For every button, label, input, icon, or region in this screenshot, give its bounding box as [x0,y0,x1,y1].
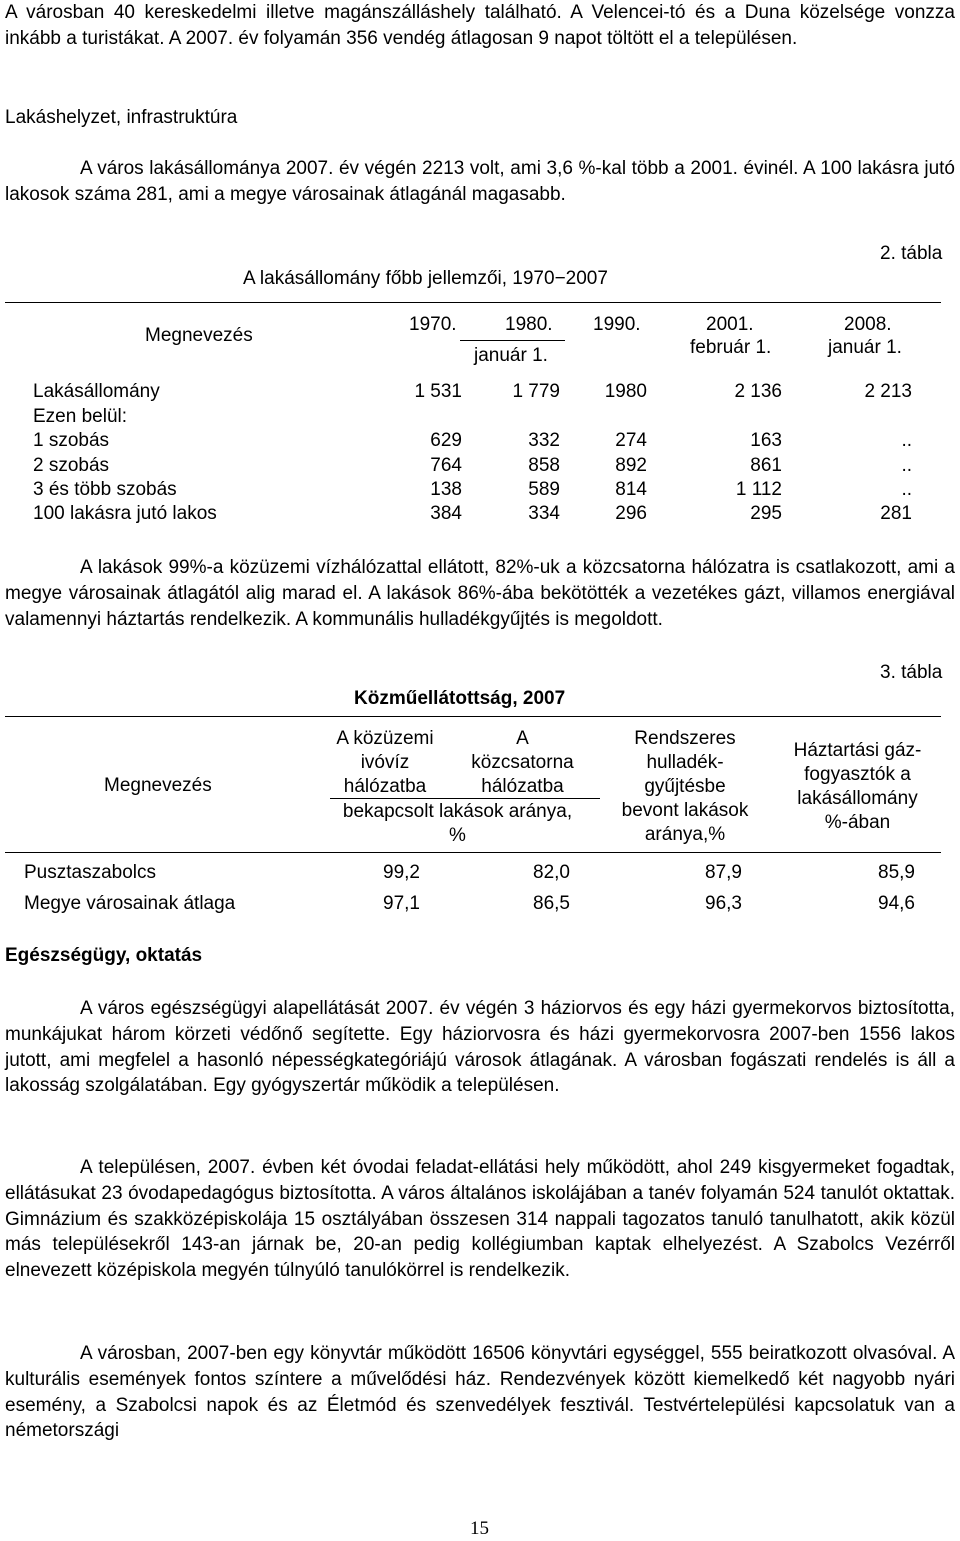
table3-col2-line2: közcsatorna [471,752,574,773]
table2-cell: 1 112 [735,479,782,500]
table2-cell: 384 [430,503,462,524]
table2-cell: .. [901,479,912,500]
section-heading-health: Egészségügy, oktatás [5,945,203,966]
intro-paragraph: A városban 40 kereskedelmi illetve magánszálláshely található. A Velencei-tó és a Duna közelsége vonzza inkább a turistákat. A 2007. év folyamán 356 vendég átlagosan 9 napot töltött el a településen. [5,2,955,49]
table2-cell: 814 [615,479,647,500]
health-paragraph-1: A város egészségügyi alapellátását 2007. év végén 3 háziorvos és egy házi gyermekorvos biztosította, munkájukat három körzeti védőnő segítette. Egy háziorvosra és házi gyermekorvosra 2007-ben 1556 lakos jutott, ami megfelel a hasonló népességkategóriájú városok átlagának. A városban fogászati rendelés is áll a lakosság szolgálatában. Egy gyógyszertár működik a településen. [5,998,955,1097]
table2-cell: .. [901,430,912,451]
table3-col4-line3: lakásállomány [797,788,918,809]
table2-cell: 629 [430,430,462,451]
table2-year-1970: 1970. [409,314,457,335]
table2-cell: 858 [528,455,560,476]
table3-title: Közműellátottság, 2007 [354,688,566,709]
table2-cell: 892 [615,455,647,476]
table3-label: 3. tábla [880,662,943,683]
table3-cell: 96,3 [705,893,742,914]
table3-col3-line4: bevont lakások [621,800,749,821]
table3-cell: 87,9 [705,862,742,883]
table2-header-name: Megnevezés [145,325,253,346]
table2-top-rule [5,302,941,303]
table2-year-1980: 1980. [505,314,553,335]
table2-year-2001: 2001. [706,314,754,335]
table3-col3-line1: Rendszeres [634,728,736,749]
table2-cell: 295 [750,503,782,524]
table2-cell: 2 213 [864,381,912,402]
table3-col4-line1: Háztartási gáz- [793,740,922,761]
table2-row-name: 1 szobás [33,430,110,451]
utilities-paragraph: A lakások 99%-a közüzemi vízhálózattal ellátott, 82%-uk a közcsatorna hálózatra is csatlakozott, ami a megye városainak átlagától alig marad el. A lakások 86%-ába bekötötték a vezetékes gázt, villamos energiával valamennyi háztartás rendelkezik. A kommunális hulladékgyűjtés is megoldott. [5,557,955,630]
table2-sub-jan: január 1. [474,345,548,366]
table2-sub-feb: február 1. [690,337,772,358]
table2-row-name: Ezen belül: [33,406,128,427]
table2-cell: 1 531 [414,381,462,402]
table3-cell: 86,5 [533,893,570,914]
table3-top-rule [5,716,941,717]
table2-cell: 1 779 [512,381,560,402]
table2-cell: 2 136 [734,381,782,402]
table2-year-2008: 2008. [844,314,892,335]
table3-shared-line2: % [449,825,466,846]
table3-cell: 97,1 [383,893,420,914]
table3-col1-line2: ivóvíz [360,752,410,773]
table2-row-name: 2 szobás [33,455,110,476]
health-paragraph-3: A városban, 2007-ben egy könyvtár működött 16506 könyvtári egységgel, 555 beiratkozott olvasóval. A kulturális események fontos színtere a művelődési ház. Rendezvények között kiemelkedő két nagyobb nyári esemény, a Szabolcsi napok és az Életmód és szenvedélyek fesztivál. Testvértelepülési kapcsolatuk van a németországi [5,1343,955,1442]
table2-row-name: 100 lakásra jutó lakos [33,503,217,524]
table2-cell: 163 [750,430,782,451]
table3-col4-line2: fogyasztók a [804,764,911,785]
table2-cell: 334 [528,503,560,524]
table2-cell: 589 [528,479,560,500]
table3-col3-line5: aránya,% [644,824,726,845]
table3-col2-line3: hálózatba [481,776,564,797]
table3-row-name: Megye városainak átlaga [24,893,236,914]
table2-cell: 332 [528,430,560,451]
table3-header-name: Megnevezés [104,775,212,796]
table3-col2-line1: A [516,728,529,749]
table3-col3-line2: hulladék- [646,752,724,773]
page-number: 15 [470,1518,489,1539]
table3-col3-line3: gyűjtésbe [644,776,726,797]
table2-cell: 1980 [604,381,647,402]
table3-cell: 85,9 [878,862,915,883]
table2-year-1990: 1990. [593,314,641,335]
table3-header-bottom-rule [5,852,941,853]
table3-col1-line1: A közüzemi [336,728,434,749]
section-heading-housing: Lakáshelyzet, infrastruktúra [5,107,238,128]
table2-cell: .. [901,455,912,476]
table3-shared-line1: bekapcsolt lakások aránya, [342,801,573,822]
table2-cell: 764 [430,455,462,476]
table2-cell: 281 [880,503,912,524]
table2-row-name: Lakásállomány [33,381,160,402]
table2-cell: 274 [615,430,647,451]
table2-cell: 861 [750,455,782,476]
table3-col4-line4: %-ában [824,812,891,833]
table3-cell: 99,2 [383,862,420,883]
table2-cell: 138 [430,479,462,500]
table3-row-name: Pusztaszabolcs [24,862,157,883]
housing-paragraph: A város lakásállománya 2007. év végén 2213 volt, ami 3,6 %-kal több a 2001. évinél. A 100 lakásra jutó lakosok száma 281, ami a megye városainak átlagánál magasabb. [5,158,955,205]
table2-jan-rule [460,340,565,341]
table2-label: 2. tábla [880,243,943,264]
table3-cell: 82,0 [533,862,570,883]
table2-cell: 296 [615,503,647,524]
table2-title: A lakásállomány főbb jellemzői, 1970−2007 [243,268,608,289]
table2-sub-jan2: január 1. [828,337,902,358]
table3-cell: 94,6 [878,893,915,914]
table3-col1-line3: hálózatba [343,776,427,797]
table2-row-name: 3 és több szobás [33,479,177,500]
table3-shared-rule [330,798,600,799]
health-paragraph-2: A településen, 2007. évben két óvodai feladat-ellátási hely működött, ahol 249 kisgyermeket fogadtak, ellátásukat 23 óvodapedagógus biztosította. A város általános iskolájában a tanév folyamán 524 tanulót oktattak. Gimnázium és szakközépiskolája 15 osztályában összesen 314 nappali tagozatos tanuló tanulhatott, akik közül más településekről 143-an járnak be, 20-an pedig kollégiumban kaptak elhelyezést. A Szabolcs Vezérről elnevezett középiskola megyén túlnyúló tanulókörrel is rendelkezik. [5,1157,955,1282]
